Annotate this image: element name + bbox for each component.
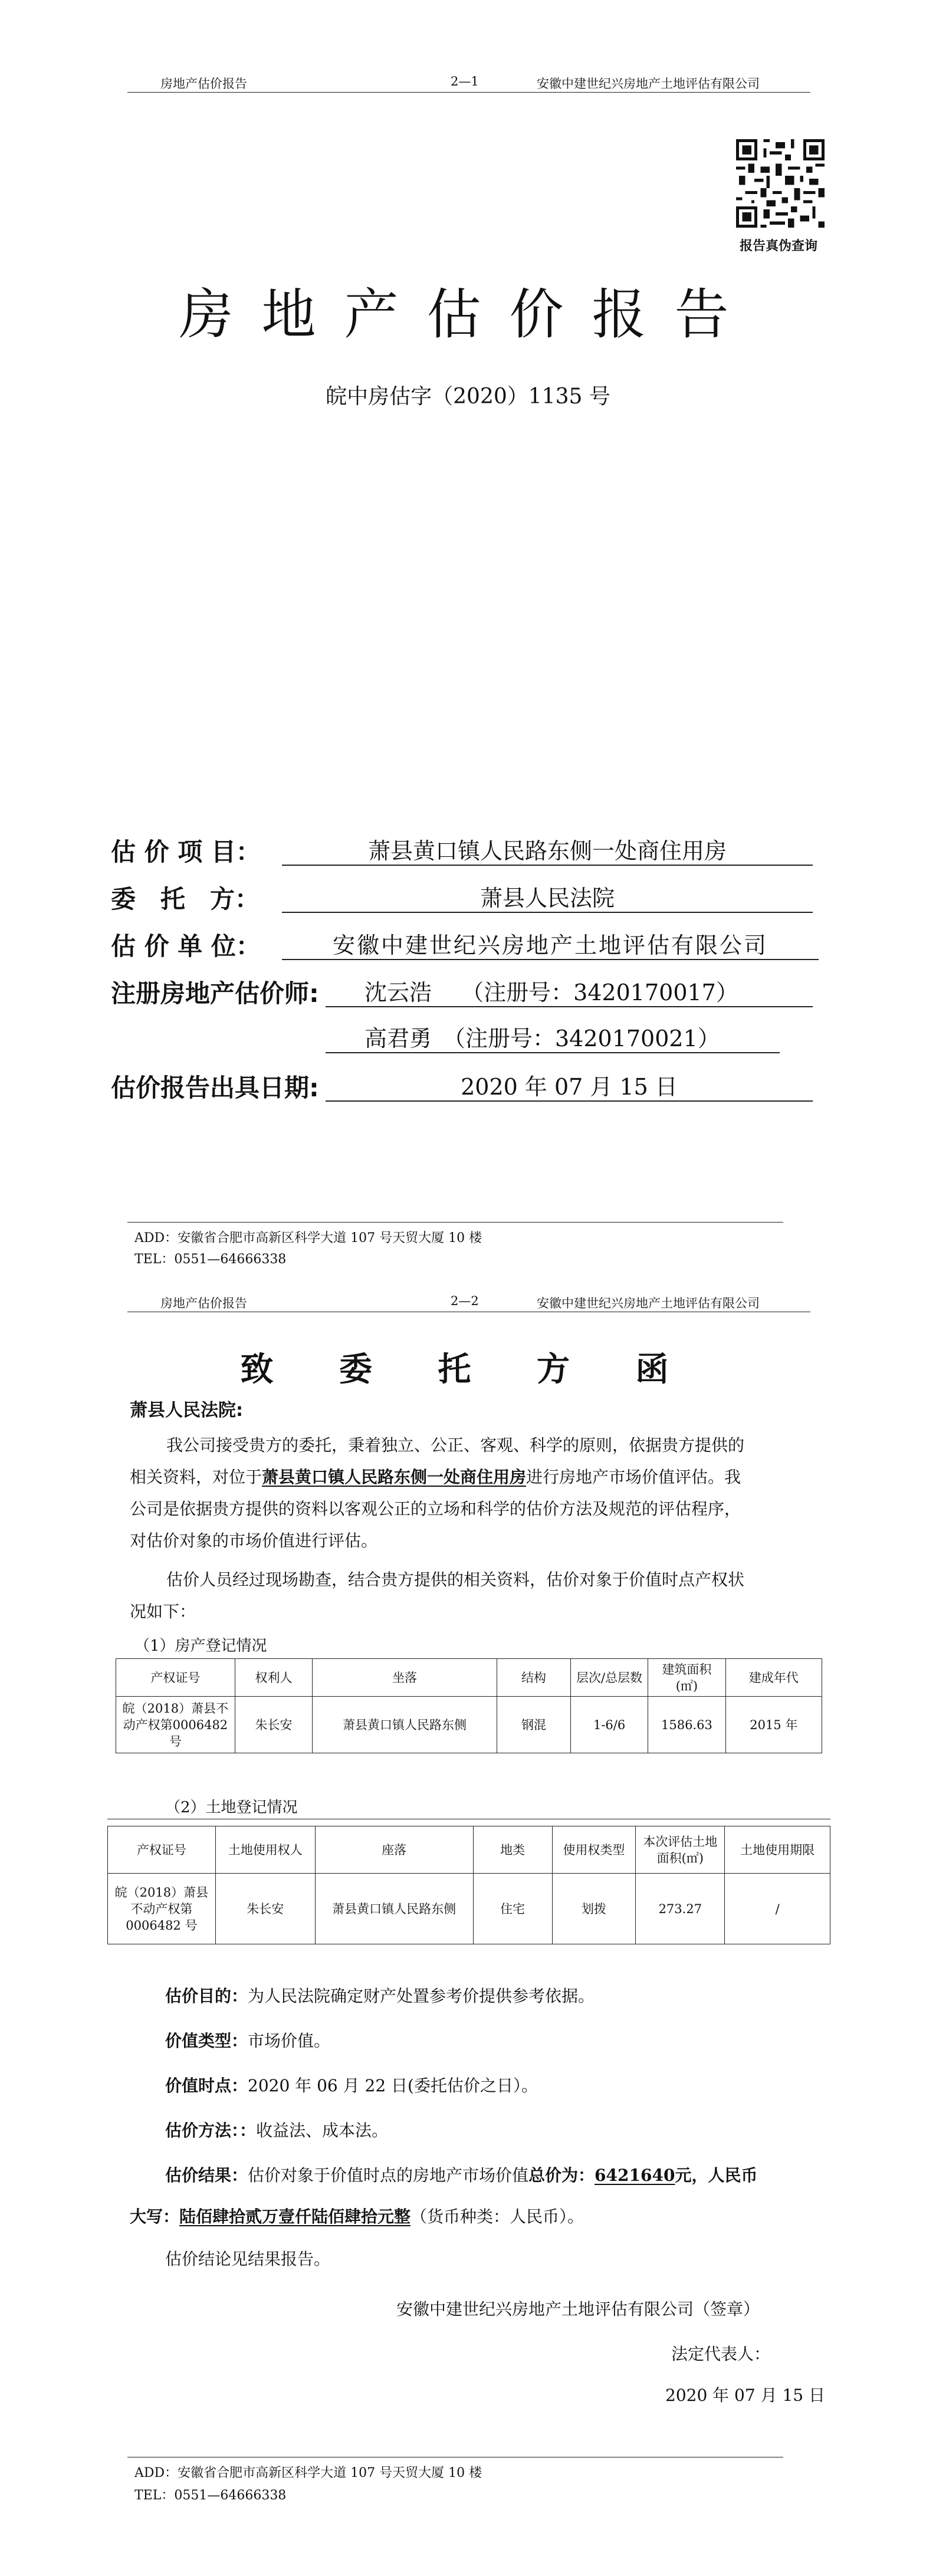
table-header: 结构 (497, 1659, 571, 1697)
method-line (165, 2115, 388, 2147)
table-header: 权利人 (235, 1659, 312, 1697)
para1-line4: 对估价对象的市场价值进行评估。 (130, 1531, 378, 1550)
type-line (165, 2025, 330, 2057)
date-label: 估价报告出具日期: (111, 1073, 319, 1102)
footer-tel-2: TEL：0551—64666338 (134, 2488, 287, 2503)
time-line (165, 2070, 538, 2102)
type-value: 市场价值。 (248, 2031, 331, 2051)
table-cell: 钢混 (497, 1697, 571, 1753)
letter-title: 致 委 托 方 函 (240, 1350, 696, 1389)
daxie-line (130, 2201, 584, 2233)
table-header: 本次评估土地面积(㎡) (636, 1826, 725, 1874)
unit-value: 安徽中建世纪兴房地产土地评估有限公司 (282, 927, 819, 960)
footer-address: ADD：安徽省合肥市高新区科学大道 107 号天贸大厦 10 楼 (134, 1231, 482, 1246)
result-line (165, 2160, 757, 2191)
company-signature: 安徽中建世纪兴房地产土地评估有限公司（签章） (396, 2299, 760, 2319)
footer-address-2: ADD：安徽省合肥市高新区科学大道 107 号天贸大厦 10 楼 (134, 2466, 482, 2480)
para1-line3: 公司是依据贵方提供的资料以客观公正的立场和科学的估价方法及规范的评估程序， (130, 1499, 741, 1519)
house-heading: （1）房产登记情况 (134, 1637, 267, 1655)
header-company-2: 安徽中建世纪兴房地产土地评估有限公司 (537, 1296, 760, 1310)
table-cell: 273.27 (636, 1874, 725, 1944)
table-row (116, 1697, 822, 1753)
addressee: 萧县人民法院: (130, 1400, 243, 1421)
date-value: 2020 年 07 月 15 日 (326, 1069, 813, 1102)
header-report-name: 房地产估价报告 (160, 77, 247, 91)
appraiser-1-text: 沈云浩 （注册号：3420170017） (364, 980, 738, 1006)
table-cell: 2015 年 (725, 1697, 822, 1753)
table-cell: 萧县黄口镇人民路东侧 (313, 1697, 497, 1753)
table-header-row (108, 1826, 830, 1874)
table-header: 产权证号 (116, 1659, 235, 1697)
table-cell: 1-6/6 (570, 1697, 648, 1753)
result-total-label: 总价为： (528, 2166, 595, 2185)
table-cell: 皖（2018）萧县不动产权第0006482 号 (108, 1874, 216, 1944)
conclusion: 估价结论见结果报告。 (165, 2249, 331, 2269)
table-cell: 皖（2018）萧县不动产权第0006482 号 (116, 1697, 235, 1753)
table-cell: 1586.63 (648, 1697, 725, 1753)
para2-line2: 况如下： (130, 1602, 196, 1621)
daxie-value: 陆佰肆拾贰万壹仟陆佰肆拾元整 (179, 2207, 411, 2226)
table-cell: 朱长安 (215, 1874, 315, 1944)
para1-line2-text-b: 进行房地产市场价值评估。我 (526, 1467, 741, 1487)
footer-tel: TEL：0551—64666338 (134, 1252, 287, 1267)
purpose-line (165, 1980, 595, 2012)
appraiser-2 (326, 1020, 780, 1053)
table-cell: 萧县黄口镇人民路东侧 (315, 1874, 473, 1944)
header-page-number: 2—1 (451, 74, 479, 88)
table-header: 土地使用权人 (215, 1826, 315, 1874)
purpose-value: 为人民法院确定财产处置参考价提供参考依据。 (248, 1986, 595, 2006)
result-amount: 6421640 (595, 2166, 675, 2185)
qr-code-icon[interactable] (736, 139, 825, 228)
table-header: 建筑面积(㎡) (648, 1659, 725, 1697)
project-label: 估 价 项 目： (111, 837, 261, 866)
para1-line2 (130, 1461, 741, 1493)
table-header: 使用权类型 (552, 1826, 636, 1874)
table-row (108, 1874, 830, 1944)
land-table (107, 1826, 830, 1944)
table-header: 座落 (315, 1826, 473, 1874)
table-cell: / (725, 1874, 830, 1944)
client-value: 萧县人民法院 (282, 880, 813, 913)
currency: （货币种类：人民币）。 (410, 2207, 584, 2226)
qr-caption: 报告真伪查询 (740, 239, 818, 254)
method-value: 收益法、成本法。 (256, 2121, 389, 2140)
signature-date: 2020 年 07 月 15 日 (665, 2386, 826, 2405)
table-header: 土地使用期限 (725, 1826, 830, 1874)
method-label: 估价方法：： (165, 2121, 257, 2140)
para1-line2-text-a: 相关资料，对位于 (130, 1467, 262, 1487)
header-report-name-2: 房地产估价报告 (160, 1296, 247, 1310)
daxie-label: 大写： (130, 2207, 180, 2226)
type-label: 价值类型： (165, 2031, 248, 2051)
table-header: 建成年代 (725, 1659, 822, 1697)
table-header: 坐落 (313, 1659, 497, 1697)
house-table (116, 1658, 822, 1753)
header-company: 安徽中建世纪兴房地产土地评估有限公司 (537, 77, 760, 91)
report-number: 皖中房估字（2020）1135 号 (326, 385, 610, 409)
table-header: 层次/总层数 (570, 1659, 648, 1697)
result-unit: 元，人民币 (675, 2166, 758, 2185)
appraiser-2-text: 高君勇 （注册号：3420170021） (364, 1026, 720, 1052)
purpose-label: 估价目的： (165, 1986, 248, 2006)
table-cell: 住宅 (473, 1874, 552, 1944)
table-header-row (116, 1659, 822, 1697)
result-label: 估价结果： (165, 2166, 248, 2185)
time-label: 价值时点： (165, 2076, 248, 2095)
legal-representative: 法定代表人： (671, 2344, 771, 2364)
property-location: 萧县黄口镇人民路东侧一处商住用房 (262, 1467, 527, 1487)
table-cell: 朱长安 (235, 1697, 312, 1753)
appraiser-1 (326, 974, 813, 1007)
result-text: 估价对象于价值时点的房地产市场价值 (248, 2166, 529, 2185)
table-header: 地类 (473, 1826, 552, 1874)
para1-line1: 我公司接受贵方的委托，秉着独立、公正、客观、科学的原则，依据贵方提供的 (166, 1435, 745, 1455)
header-page-number-2: 2—2 (451, 1294, 479, 1308)
table-cell: 划拨 (552, 1874, 636, 1944)
project-value: 萧县黄口镇人民路东侧一处商住用房 (282, 833, 813, 866)
para2-line1: 估价人员经过现场勘查，结合贵方提供的相关资料，估价对象于价值时点产权状 (166, 1570, 745, 1589)
unit-label: 估 价 单 位： (111, 932, 261, 961)
land-heading: （2）土地登记情况 (165, 1799, 298, 1816)
table-header: 产权证号 (108, 1826, 216, 1874)
page-title: 房地产估价报告 (179, 283, 757, 346)
time-value: 2020 年 06 月 22 日(委托估价之日）。 (248, 2076, 538, 2095)
client-label: 委 托 方： (111, 885, 260, 914)
appraiser-label: 注册房地产估价师: (111, 979, 319, 1008)
